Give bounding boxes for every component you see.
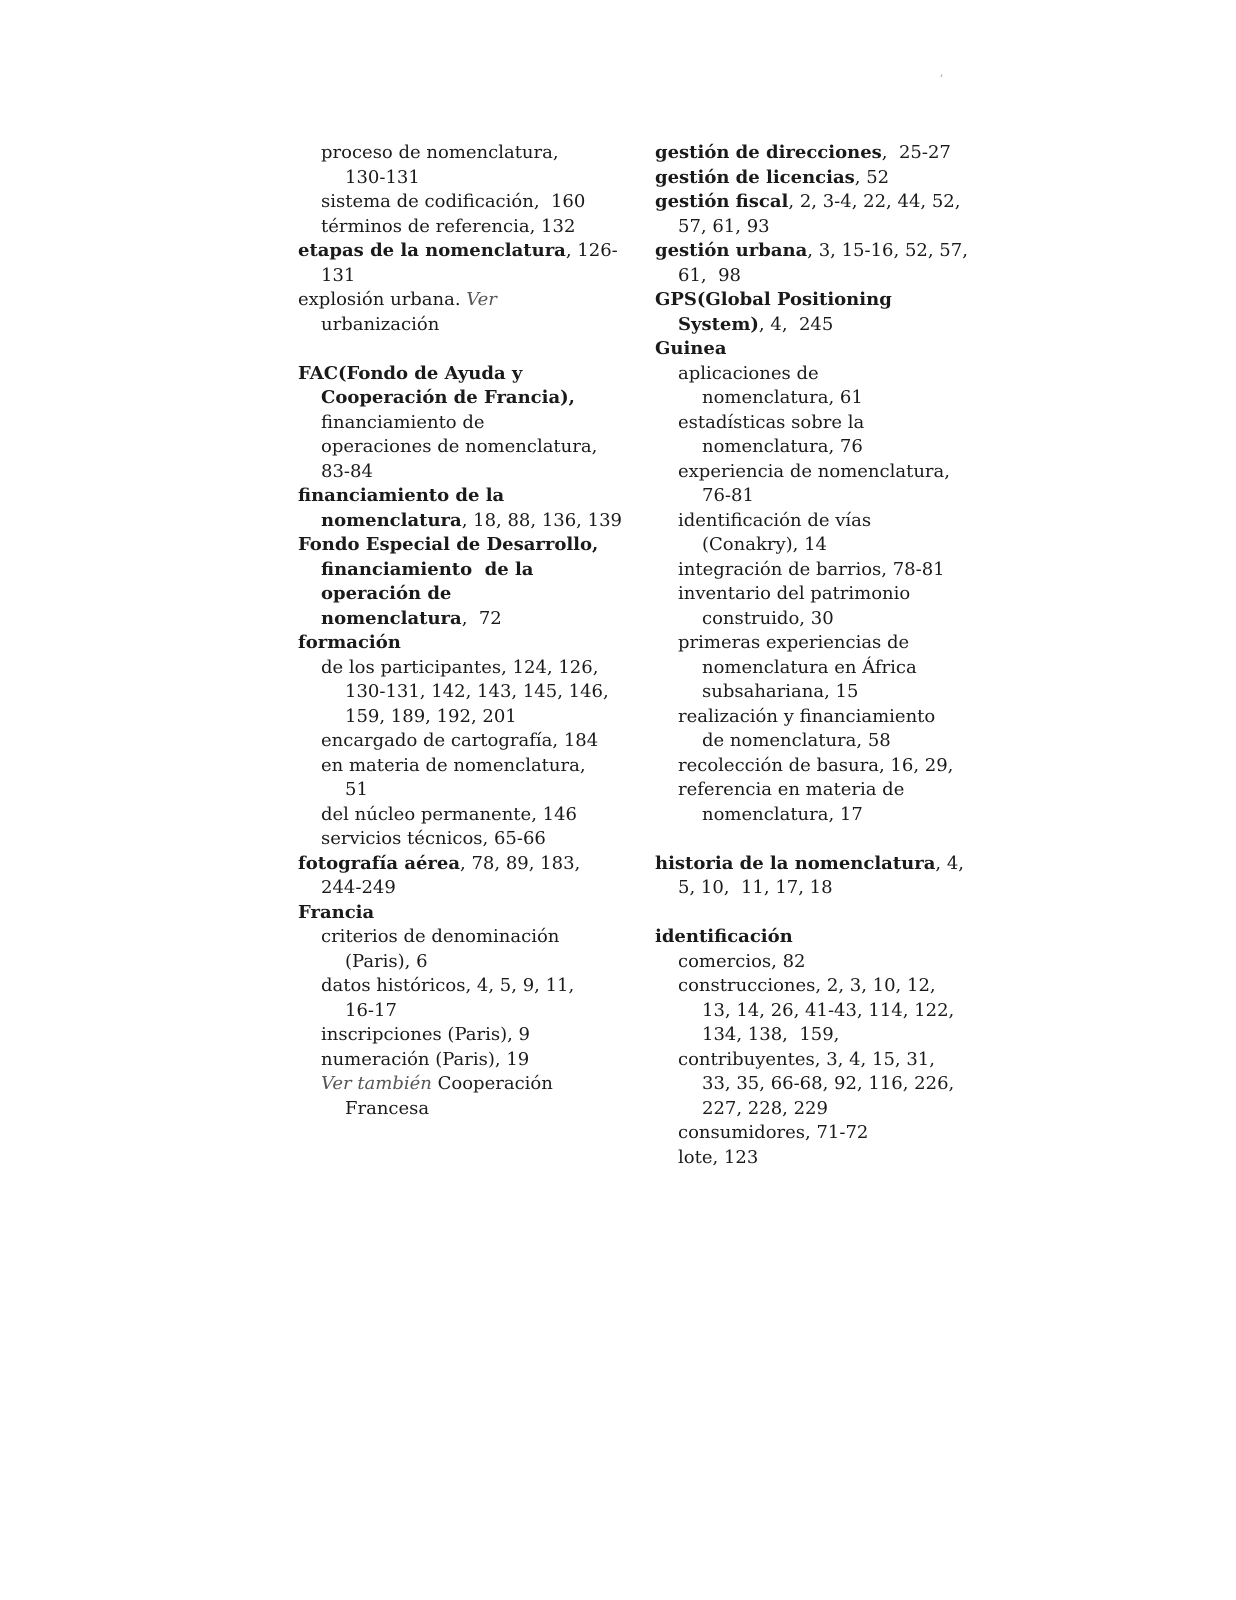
index-text: nomenclatura en África [702,656,917,678]
index-entry-line [298,950,598,975]
index-text: 130-131 [345,166,420,188]
index-text: 131 [321,264,356,286]
index-entry-line [655,607,955,632]
index-text: construido, 30 [702,607,834,629]
index-text: 76-81 [702,485,754,506]
index-entry-line [298,974,598,999]
index-entry-line [655,386,955,411]
index-entry-line [298,313,598,338]
index-text: 83-84 [321,460,373,482]
index-term: gestión de licencias [655,166,855,188]
index-text: del núcleo permanente, 146 [321,803,577,825]
index-entry-line [298,386,598,411]
index-text: de nomenclatura, 58 [702,730,891,751]
index-entry-line [655,999,955,1024]
index-term: GPS(Global Positioning [655,289,892,310]
index-entry-line [655,190,961,215]
index-text: financiamiento de [321,411,485,433]
index-entry-line [655,803,955,828]
index-term: fotografía aérea [298,852,461,874]
index-entry-line [655,631,955,656]
index-entry-line [655,656,955,681]
index-text: (Paris), 6 [345,950,428,972]
index-column-right [655,141,968,1170]
index-entry-line [655,533,955,558]
index-term: FAC(Fondo de Ayuda y [298,362,523,384]
index-text: 5, 10, 11, 17, 18 [678,877,833,898]
index-entry-line [655,313,955,338]
index-entry-line [655,876,955,901]
index-text: 51 [345,779,368,800]
index-term: historia de la nomenclatura [655,852,936,874]
index-text: sistema de codificación, 160 [321,191,586,212]
index-term: System) [678,313,759,335]
index-entry-line [298,705,598,730]
index-entry-line [655,435,955,460]
index-entry-line [655,754,955,779]
index-text: , 126- [565,240,618,261]
index-entry-line [655,484,955,509]
index-text: inscripciones (Paris), 9 [321,1024,531,1045]
index-text: estadísticas sobre la [678,411,865,433]
index-entry-line [655,852,965,877]
index-entry-line [655,288,955,313]
index-entry-line [655,166,955,191]
index-text: , 4, 245 [758,313,834,335]
index-term: nomenclatura [321,509,462,531]
index-entry-line [298,533,598,558]
index-entry-line [298,215,598,240]
index-text: comercios, 82 [678,950,806,972]
index-text: en materia de nomenclatura, [321,754,586,776]
index-text: Francesa [345,1097,430,1119]
index-text: proceso de nomenclatura, [321,142,559,163]
index-entry-line [298,1097,598,1122]
index-entry-line [655,680,955,705]
index-entry-line [655,264,955,289]
index-text: identificación de vías [678,509,872,531]
index-entry-line [655,337,955,362]
index-entry-line [298,166,598,191]
index-entry-line [655,239,968,264]
index-term: gestión urbana [655,240,808,261]
index-entry-line [298,1023,598,1048]
index-entry-line [298,264,598,289]
index-text: , 25-27 [881,142,951,163]
index-text: , 78, 89, 183, [460,852,581,874]
index-entry-line [655,778,955,803]
index-entry-line [655,215,955,240]
corner-mark: , [940,66,944,79]
index-entry-line [655,1121,955,1146]
index-entry-line [655,1146,955,1171]
index-text: datos históricos, 4, 5, 9, 11, [321,975,575,996]
index-entry-line [655,729,955,754]
index-text: servicios técnicos, 65-66 [321,828,546,849]
index-text: aplicaciones de [678,362,819,384]
index-entry-line [298,288,598,313]
index-entry-line [298,827,598,852]
index-term: formación [298,632,401,653]
index-term: Fondo Especial de Desarrollo, [298,534,599,555]
index-entry-line [298,558,598,583]
index-entry-line [655,950,955,975]
index-text: subsahariana, 15 [702,681,859,702]
index-text: numeración (Paris), 19 [321,1048,530,1070]
index-text: 13, 14, 26, 41-43, 114, 122, [702,999,955,1021]
index-text: contribuyentes, 3, 4, 15, 31, [678,1048,935,1070]
index-entry-line [298,631,598,656]
index-text: 244-249 [321,877,396,898]
index-entry-line [298,754,598,779]
index-term: gestión fiscal [655,191,789,212]
index-term: financiamiento de la [321,558,534,580]
index-text: lote, 123 [678,1146,759,1168]
index-term: Guinea [655,338,727,359]
index-entry-line [298,656,598,681]
index-text: operaciones de nomenclatura, [321,436,598,457]
index-text: experiencia de nomenclatura, [678,460,950,482]
index-entry-line [655,1072,955,1097]
index-text: consumidores, 71-72 [678,1122,869,1143]
index-text: construcciones, 2, 3, 10, 12, [678,975,936,996]
index-entry-line [655,141,955,166]
index-entry-line [298,411,598,436]
index-entry-line [298,582,598,607]
index-entry-line [298,901,598,926]
index-text: 134, 138, 159, [702,1024,840,1045]
index-term: operación de [321,583,452,604]
index-entry-line [298,778,598,803]
index-text: , 18, 88, 136, 139 [461,509,622,531]
index-text: explosión urbana. [298,289,467,310]
index-text: recolección de basura, 16, 29, [678,754,954,776]
index-entry-line [298,729,598,754]
index-term: Cooperación de Francia), [321,387,575,408]
index-entry-line [655,1048,955,1073]
index-text: de los participantes, 124, 126, [321,656,599,678]
index-text: 227, 228, 229 [702,1097,828,1119]
index-text: nomenclatura, 17 [702,803,863,825]
index-entry-line [298,484,598,509]
index-text: inventario del patrimonio [678,583,911,604]
index-text: integración de barrios, 78-81 [678,558,945,580]
index-entry-line [298,141,598,166]
index-entry-line [655,509,955,534]
index-text: , 72 [461,607,502,629]
index-text: nomenclatura, 76 [702,436,863,457]
index-entry-line [298,190,598,215]
index-entry-line [655,974,955,999]
index-entry-line [298,607,598,632]
index-text: 16-17 [345,999,397,1021]
index-entry-line [298,876,598,901]
index-text: referencia en materia de [678,779,905,800]
index-text: 130-131, 142, 143, 145, 146, [345,681,609,702]
cross-reference: Ver también [321,1073,432,1094]
index-column-left [298,141,622,1121]
index-entry-line [655,411,955,436]
index-term: identificación [655,926,793,947]
cross-reference: Ver [466,289,497,310]
index-entry-line [655,460,955,485]
index-entry-line [298,680,609,705]
index-entry-line [655,1097,955,1122]
index-entry-line [298,1072,598,1097]
index-text: 61, 98 [678,264,741,286]
index-text: 57, 61, 93 [678,215,770,237]
index-term: nomenclatura [321,607,462,629]
index-text: nomenclatura, 61 [702,387,863,408]
index-entry-line [298,435,598,460]
index-entry-line [655,705,955,730]
index-entry-line [655,362,955,387]
index-text: Cooperación [431,1073,553,1094]
index-term: etapas de la nomenclatura [298,240,566,261]
index-entry-line [298,803,598,828]
index-entry-line [655,925,955,950]
index-entry-line [655,582,955,607]
index-entry-line [655,558,955,583]
index-entry-line [655,1023,955,1048]
index-text: primeras experiencias de [678,632,910,653]
index-term: financiamiento de la [298,485,505,506]
index-text: encargado de cartografía, 184 [321,730,599,751]
index-text: 159, 189, 192, 201 [345,705,517,727]
index-entry-line [298,852,598,877]
index-term: Francia [298,901,375,923]
index-entry-line [298,239,618,264]
index-text: urbanización [321,313,440,335]
index-entry-line [298,999,598,1024]
index-text: , 52 [854,166,890,188]
index-text: (Conakry), 14 [702,534,828,555]
index-text: realización y financiamiento [678,705,936,727]
index-entry-line [298,509,622,534]
index-text: , 4, [935,852,965,874]
index-text: , 3, 15-16, 52, 57, [807,240,968,261]
index-entry-line [298,460,598,485]
index-text: 33, 35, 66-68, 92, 116, 226, [702,1073,955,1094]
index-text: criterios de denominación [321,926,560,947]
index-text: , 2, 3-4, 22, 44, 52, [788,191,961,212]
section-gap [298,337,598,362]
index-entry-line [298,362,598,387]
index-entry-line [298,1048,598,1073]
section-gap [655,827,955,852]
index-entry-line [298,925,598,950]
index-term: gestión de direcciones [655,142,882,163]
section-gap [655,901,955,926]
index-text: términos de referencia, 132 [321,215,576,237]
